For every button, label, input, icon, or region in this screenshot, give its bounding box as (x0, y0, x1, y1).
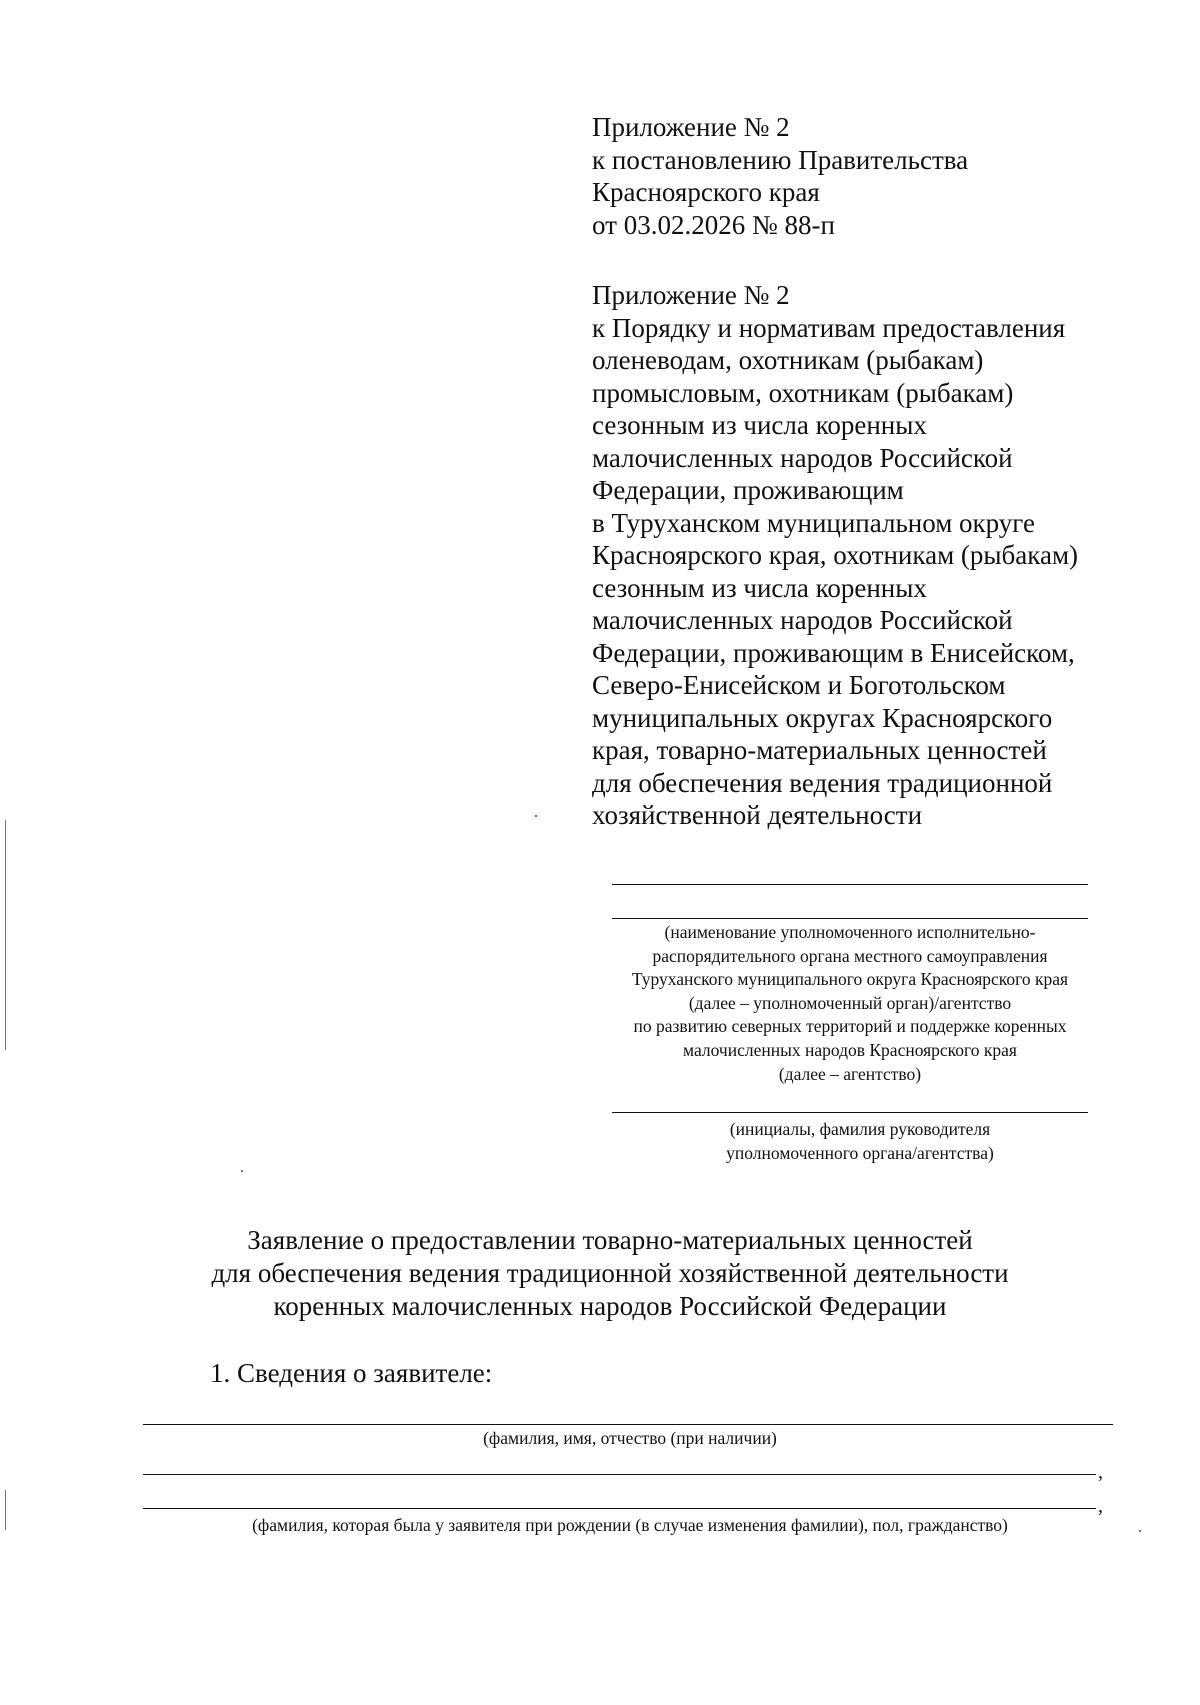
appendix-2-line: малочисленных народов Российской (592, 605, 1013, 635)
appendix-2-line: сезонным из числа коренных (592, 572, 927, 603)
authority-name-line-2 (612, 918, 1088, 919)
appendix-2-line: края, товарно-материальных ценностей (592, 735, 1047, 765)
line-end-comma: , (1098, 1461, 1103, 1483)
head-caption (620, 1118, 1100, 1165)
applicant-birth-caption: (фамилия, которая была у заявителя при рождении (в случае изменения фамилии), пол, гражданство) (252, 1515, 1008, 1535)
appendix-2-line: Красноярского края, охотникам (рыбакам) (592, 540, 1079, 570)
appendix-1-line: Красноярского края (592, 177, 820, 207)
section-1-heading: 1. Сведения о заявителе: (210, 1358, 493, 1388)
authority-caption-line: (наименование уполномоченного исполнительно- (664, 922, 1036, 942)
scan-speck (535, 815, 537, 817)
applicant-name-line (143, 1424, 1113, 1425)
authority-caption-line: Туруханского муниципального округа Красноярского края (631, 969, 1069, 990)
appendix-2-line: сезонным из числа коренных (592, 410, 927, 440)
title-line: коренных малочисленных народов Российской Федерации (273, 1291, 947, 1321)
authority-caption-line: (далее – уполномоченный орган)/агентство (688, 992, 1012, 1013)
appendix-2-line: в Туруханском муниципальном округе (592, 507, 1035, 538)
scan-speck (1139, 1530, 1141, 1532)
appendix-1-block (592, 111, 968, 241)
authority-caption (560, 921, 1140, 1086)
appendix-2-line: для обеспечения ведения традиционной (592, 767, 1053, 798)
applicant-info-line-1 (143, 1474, 1096, 1475)
authority-name-line-1 (612, 884, 1088, 885)
authority-caption-line: по развитию северных территорий и поддержке коренных (633, 1016, 1067, 1037)
application-title (150, 1224, 1070, 1323)
appendix-2-line: промысловым, охотникам (рыбакам) (592, 377, 1014, 408)
appendix-2-line: Северо-Енисейском и Боготольском (592, 670, 1006, 700)
appendix-2-line: Федерации, проживающим в Енисейском, (592, 637, 1075, 668)
head-name-line (612, 1112, 1088, 1113)
line-end-comma: , (1098, 1495, 1103, 1517)
applicant-info-line-2 (143, 1508, 1096, 1509)
title-line: Заявление о предоставлении товарно-материальных ценностей (247, 1225, 973, 1255)
title-line: для обеспечения ведения традиционной хозяйственной деятельности (211, 1258, 1009, 1288)
scan-speck (241, 1170, 243, 1172)
appendix-2-line: к Порядку и нормативам предоставления (592, 312, 1066, 343)
appendix-2-line: Приложение № 2 (592, 280, 790, 310)
appendix-1-line: Приложение № 2 (592, 112, 790, 142)
scan-edge-mark (5, 820, 6, 1050)
appendix-2-line: Федерации, проживающим (592, 475, 904, 505)
appendix-2-block (592, 279, 1078, 832)
head-caption-line: (инициалы, фамилия руководителя (729, 1119, 991, 1139)
appendix-2-line: хозяйственной деятельности (592, 800, 923, 830)
appendix-2-line: муниципальных округах Красноярского (592, 702, 1053, 733)
appendix-1-line: от 03.02.2026 № 88-п (592, 209, 835, 240)
authority-caption-line: малочисленных народов Красноярского края (683, 1039, 1017, 1060)
appendix-2-line: оленеводам, охотникам (рыбакам) (592, 345, 984, 375)
appendix-2-line: малочисленных народов Российской (592, 442, 1013, 473)
applicant-name-caption: (фамилия, имя, отчество (при наличии) (483, 1428, 777, 1448)
authority-caption-line: (далее – агентство) (778, 1063, 922, 1084)
authority-caption-line: распорядительного органа местного самоуправления (652, 945, 1048, 966)
scan-edge-mark (5, 1490, 6, 1530)
head-caption-line: уполномоченного органа/агентства) (726, 1142, 994, 1163)
appendix-1-line: к постановлению Правительства (592, 144, 969, 175)
